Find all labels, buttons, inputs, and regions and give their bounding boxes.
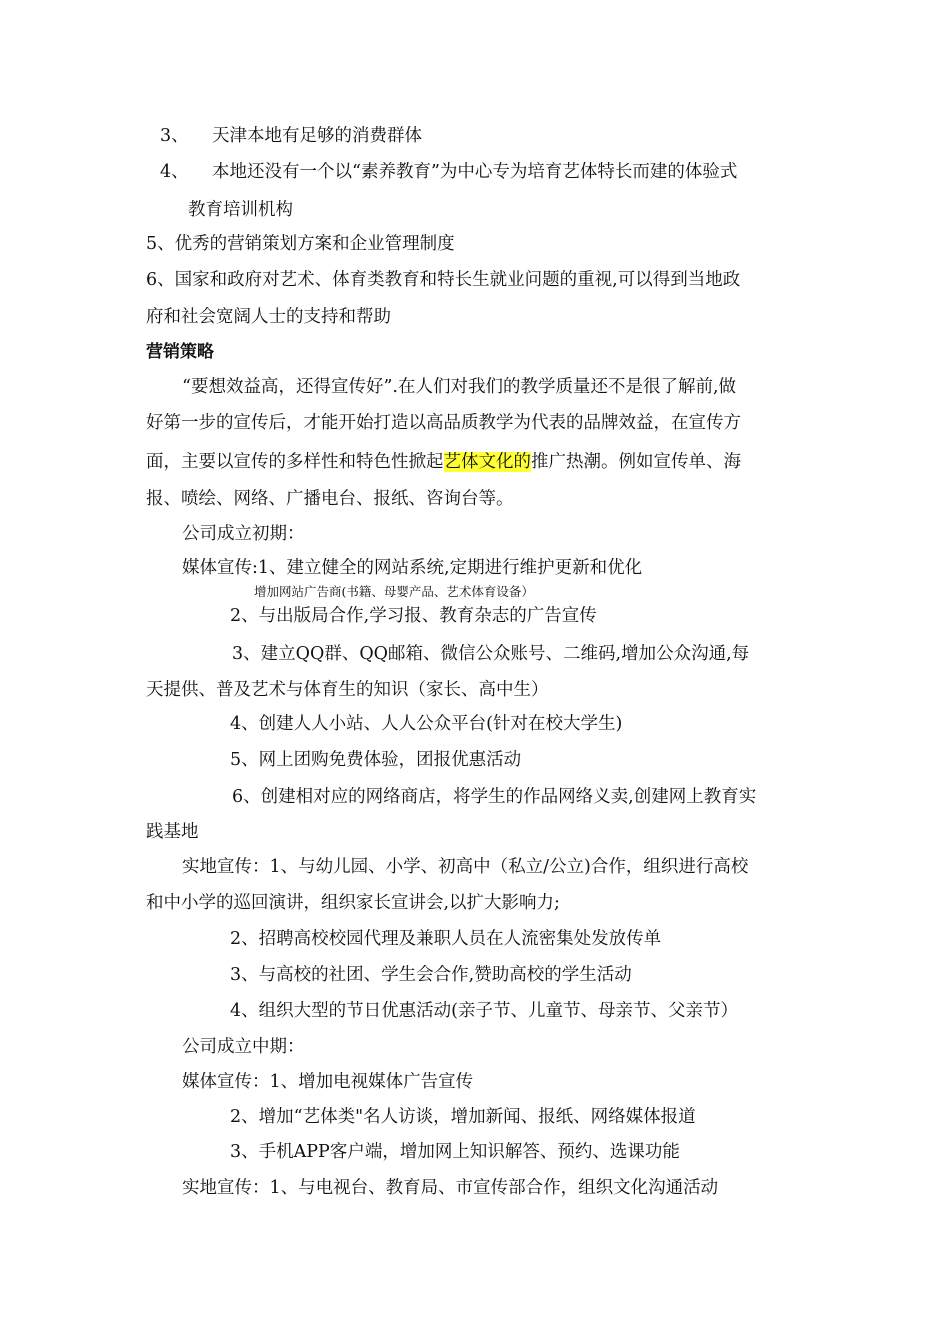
middle-media-item-2: 2、增加“艺体类"名人访谈，增加新闻、报纸、网络媒体报道	[230, 1107, 696, 1127]
list-number: 4、	[160, 162, 189, 182]
list-item-5: 5、优秀的营销策划方案和企业管理制度	[146, 234, 455, 254]
media-item-6-continued: 践基地	[146, 822, 199, 842]
middle-field-item-1: 实地宣传：1、与电视台、教育局、市宣传部合作，组织文化沟通活动	[182, 1178, 719, 1198]
middle-media-item-1: 媒体宣传：1、增加电视媒体广告宣传	[182, 1072, 474, 1092]
intro-paragraph-line: 好第一步的宣传后，才能开始打造以高品质教学为代表的品牌效益，在宣传方	[146, 413, 741, 433]
media-item-1-note: 增加网站广告商(书籍、母婴产品、艺术体育设备）	[254, 584, 534, 599]
media-item-3-continued: 天提供、普及艺术与体育生的知识（家长、高中生）	[146, 680, 549, 700]
field-item-1-continued: 和中小学的巡回演讲，组织家长宣讲会,以扩大影响力;	[146, 893, 560, 913]
middle-media-item-3: 3、手机APP客户端，增加网上知识解答、预约、选课功能	[230, 1142, 680, 1162]
list-text: 本地还没有一个以“素养教育”为中心专为培育艺体特长而建的体验式	[212, 162, 738, 182]
list-item-6: 6、国家和政府对艺术、体育类教育和特长生就业问题的重视,可以得到当地政	[146, 270, 741, 290]
list-item-3	[160, 124, 422, 148]
media-item-5: 5、网上团购免费体验，团报优惠活动	[230, 750, 522, 770]
intro-text: 推广热潮。例如宣传单、海	[531, 452, 741, 472]
list-item-4-continued: 教育培训机构	[188, 200, 293, 220]
highlighted-text: 艺体文化的	[443, 452, 531, 472]
phase-title-early: 公司成立初期：	[182, 524, 305, 544]
media-item-6: 6、创建相对应的网络商店，将学生的作品网络义卖,创建网上教育实	[232, 787, 757, 807]
field-item-2: 2、招聘高校校园代理及兼职人员在人流密集处发放传单	[230, 929, 662, 949]
media-item-3: 3、建立QQ群、QQ邮箱、微信公众账号、二维码,增加公众沟通,每	[232, 644, 750, 664]
list-item-6-continued: 府和社会宽阔人士的支持和帮助	[146, 307, 391, 327]
media-item-4: 4、创建人人小站、人人公众平台(针对在校大学生)	[230, 714, 623, 734]
media-item-1: 媒体宣传:1、建立健全的网站系统,定期进行维护更新和优化	[182, 558, 643, 578]
field-item-3: 3、与高校的社团、学生会合作,赞助高校的学生活动	[230, 965, 632, 985]
list-item-4	[160, 160, 737, 184]
intro-paragraph-line	[146, 450, 741, 474]
field-item-4: 4、组织大型的节日优惠活动(亲子节、儿童节、母亲节、父亲节）	[230, 1001, 738, 1021]
section-heading: 营销策略	[146, 342, 214, 362]
list-number: 3、	[160, 126, 189, 146]
field-item-1: 实地宣传：1、与幼儿园、小学、初高中（私立/公立)合作，组织进行高校	[182, 857, 749, 877]
intro-paragraph-line: “要想效益高，还得宣传好”.在人们对我们的教学质量还不是很了解前,做	[182, 377, 737, 397]
media-item-2: 2、与出版局合作,学习报、教育杂志的广告宣传	[230, 606, 597, 626]
intro-paragraph-line: 报、喷绘、网络、广播电台、报纸、咨询台等。	[146, 489, 514, 509]
list-text: 天津本地有足够的消费群体	[212, 126, 422, 146]
phase-title-middle: 公司成立中期：	[182, 1037, 305, 1057]
intro-text: 面，主要以宣传的多样性和特色性掀起	[146, 452, 444, 472]
